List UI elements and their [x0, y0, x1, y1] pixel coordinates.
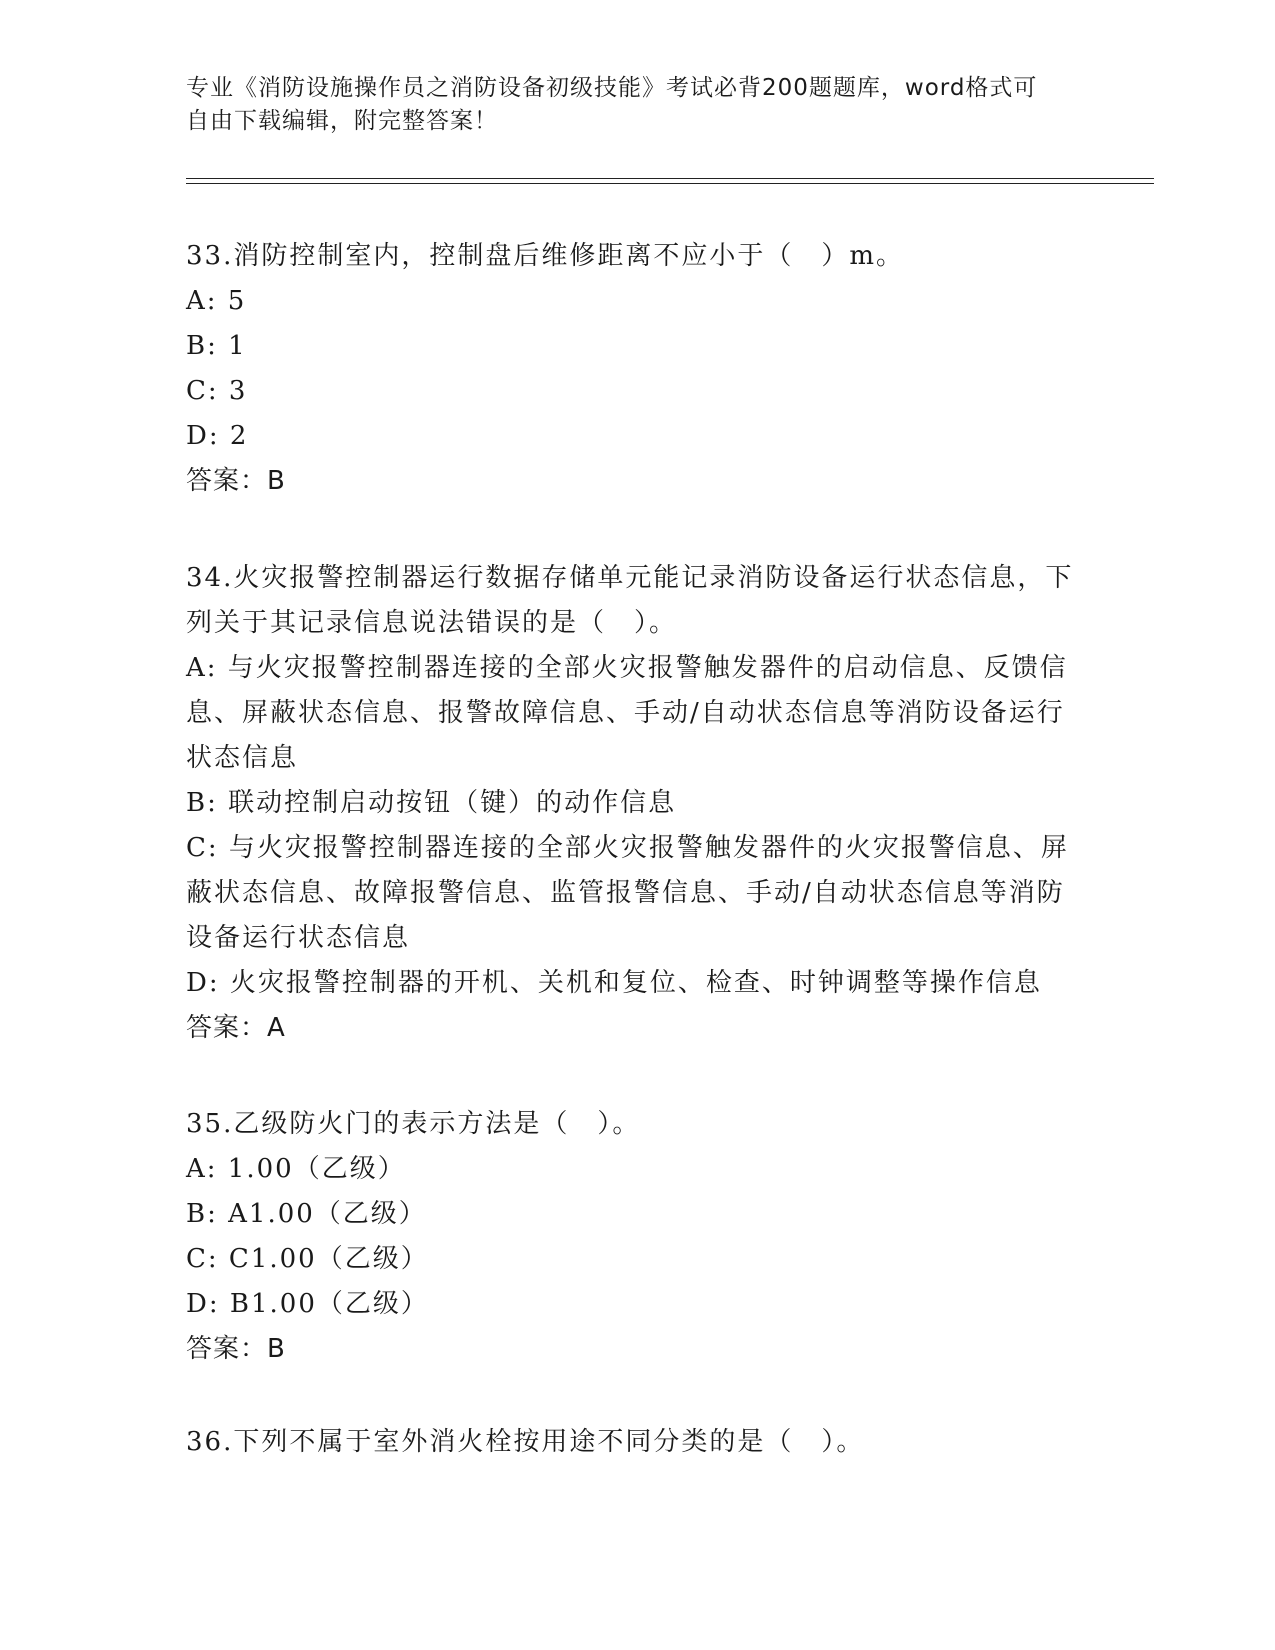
header-line-2: 自由下载编辑，附完整答案！ — [186, 108, 498, 134]
document-header — [186, 72, 1086, 138]
header-rule-bottom — [186, 183, 1154, 184]
option-d: D: 2 — [186, 421, 249, 451]
option-a: A: 与火灾报警控制器连接的全部火灾报警触发器件的启动信息、反馈信息、屏蔽状态信息、报警故障信息、手动/自动状态信息等消防设备运行状态信息 — [186, 653, 1068, 773]
option-c: C: 3 — [186, 376, 248, 406]
question-36 — [186, 1420, 1086, 1465]
question-stem: 34.火灾报警控制器运行数据存储单元能记录消防设备运行状态信息，下列关于其记录信息说法错误的是（ ）。 — [186, 563, 1074, 638]
question-stem: 33.消防控制室内，控制盘后维修距离不应小于（ ）m。 — [186, 241, 905, 271]
question-34 — [186, 556, 1086, 1051]
option-d: D: 火灾报警控制器的开机、关机和复位、检查、时钟调整等操作信息 — [186, 968, 1042, 998]
question-33 — [186, 234, 1086, 504]
header-rule-top — [186, 178, 1154, 179]
answer-line: 答案：B — [186, 466, 286, 496]
answer-line: 答案：A — [186, 1013, 286, 1043]
answer-line: 答案：B — [186, 1334, 286, 1364]
option-b: B: 1 — [186, 331, 247, 361]
question-stem: 36.下列不属于室外消火栓按用途不同分类的是（ ）。 — [186, 1427, 865, 1457]
header-line-1: 专业《消防设施操作员之消防设备初级技能》考试必背200题题库，word格式可 — [186, 75, 1038, 101]
question-stem: 35.乙级防火门的表示方法是（ ）。 — [186, 1109, 641, 1139]
option-c: C: C1.00（乙级） — [186, 1244, 429, 1274]
option-d: D: B1.00（乙级） — [186, 1289, 429, 1319]
option-c: C: 与火灾报警控制器连接的全部火灾报警触发器件的火灾报警信息、屏蔽状态信息、故障报警信息、监管报警信息、手动/自动状态信息等消防设备运行状态信息 — [186, 833, 1069, 953]
question-35 — [186, 1102, 1086, 1372]
option-b: B: 联动控制启动按钮（键）的动作信息 — [186, 788, 677, 818]
option-a: A: 5 — [186, 286, 247, 316]
option-a: A: 1.00（乙级） — [186, 1154, 406, 1184]
option-b: B: A1.00（乙级） — [186, 1199, 427, 1229]
